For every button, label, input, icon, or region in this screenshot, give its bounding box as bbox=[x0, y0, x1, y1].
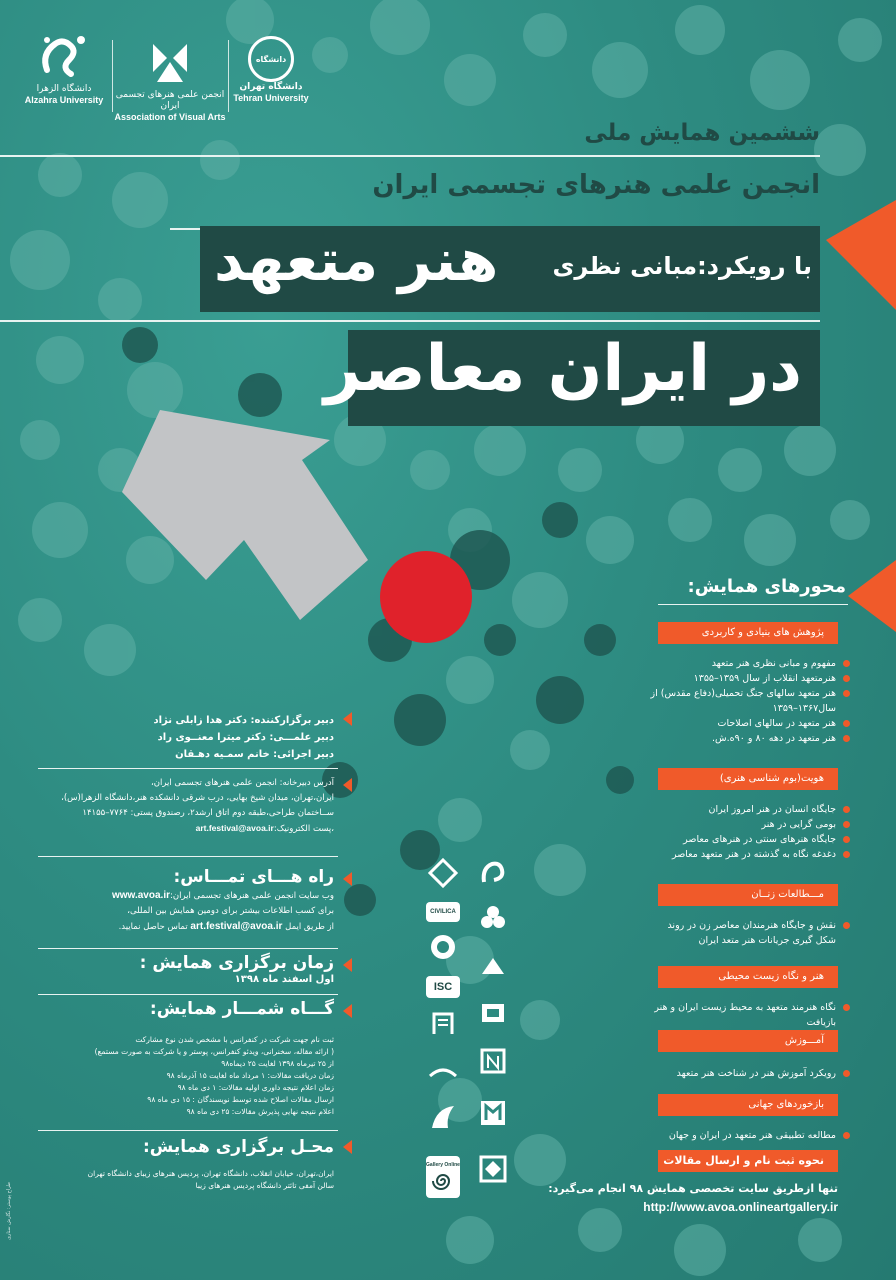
topic-group-items bbox=[650, 1066, 850, 1081]
sponsor-logo bbox=[426, 1006, 460, 1040]
bullet-icon bbox=[843, 675, 850, 682]
venue-line: ایران،تهران، خیابان انقلاب، دانشگاه تهران، پردیس هنرهای زیبای دانشگاه تهران bbox=[87, 1169, 334, 1178]
date-block bbox=[34, 952, 334, 985]
topic-item: نگاه هنرمند متعهد به محیط زیست ایران و هنر بازیافت bbox=[650, 1000, 850, 1030]
topic-item: هنر متعهد در دهه ۸۰ و ۹۰ه.ش. bbox=[650, 731, 850, 746]
pointer-icon bbox=[343, 712, 352, 726]
sponsor-civilica: CIVILICA bbox=[426, 902, 460, 922]
title-line1: ششمین همایش ملی bbox=[584, 120, 820, 146]
topic-item: هنر متعهد سالهای جنگ تحمیلی(دفاع مقدس) از سال۱۳۶۷–۱۳۵۹ bbox=[650, 686, 850, 716]
contact-title: راه هـــای تمـــاس: bbox=[173, 867, 334, 887]
sponsor-logo bbox=[426, 930, 460, 964]
address-email-row bbox=[34, 821, 334, 837]
bullet-icon bbox=[843, 836, 850, 843]
bullet-icon bbox=[843, 1004, 850, 1011]
arrow-shape bbox=[122, 410, 368, 620]
sponsor-logo bbox=[476, 1096, 510, 1130]
register-note: تنها ازطریق سایت تخصصی همایش ۹۸ انجام می‌گیرد: bbox=[548, 1182, 838, 1195]
topic-item: جایگاه هنرهای سنتی در هنرهای معاصر bbox=[650, 832, 850, 847]
contact-website-label: وب سایت انجمن علمی هنرهای تجسمی ایران: bbox=[169, 891, 334, 901]
ava-name-fa: انجمن علمی هنرهای تجسمی ایران bbox=[115, 90, 225, 111]
address-email-link[interactable]: art.festival@avoa.ir bbox=[195, 823, 274, 833]
calendar-title: گـــاه شمـــار همایش: bbox=[149, 999, 334, 1019]
topics-rule bbox=[658, 604, 848, 605]
calendar-line: از ۲۵ تیرماه ۱۳۹۸ لغایت ۲۵ دیماه۹۸ bbox=[221, 1059, 334, 1068]
title-line3-main: هنر متعهد bbox=[214, 226, 499, 294]
tehran-name-fa: دانشگاه تهران bbox=[239, 82, 303, 92]
bullet-icon bbox=[843, 1070, 850, 1077]
title-line3-prefix: با رویکرد:مبانی نظری bbox=[552, 252, 812, 280]
official-line: دبیر اجرائی: خانم سمـیه دهـقان bbox=[175, 749, 334, 760]
title-line3-band bbox=[200, 226, 820, 312]
section-divider bbox=[38, 768, 338, 769]
topic-item: نقش و جایگاه هنرمندان معاصر زن در روند شکل گیری جریانات هنر متعد ایران bbox=[650, 918, 850, 948]
sponsor-logo bbox=[476, 900, 510, 934]
topic-item: دغدغه نگاه به گذشته در هنر متعهد معاصر bbox=[650, 847, 850, 862]
bullet-icon bbox=[843, 660, 850, 667]
contact-website-link[interactable]: www.avoa.ir bbox=[112, 890, 170, 901]
date-value: اول اسفند ماه ۱۳۹۸ bbox=[234, 974, 334, 985]
title-rule bbox=[0, 155, 820, 157]
contact-line: برای کسب اطلاعات بیشتر برای دومین همایش بین المللی، bbox=[127, 906, 334, 916]
title-line4: در ایران معاصر bbox=[323, 332, 802, 406]
bullet-icon bbox=[843, 821, 850, 828]
sponsor-logo bbox=[426, 856, 460, 890]
register-link[interactable]: نحوه ثبت نام و ارسال مقالات bbox=[658, 1150, 838, 1172]
ava-emblem-icon bbox=[145, 36, 195, 86]
topic-group-label: هویت(بوم شناسی هنری) bbox=[658, 768, 838, 790]
topic-group-items bbox=[650, 656, 850, 746]
register-url-link[interactable]: http://www.avoa.onlineartgallery.ir bbox=[643, 1200, 838, 1214]
topic-item: مفهوم و مبانی نظری هنر متعهد bbox=[650, 656, 850, 671]
pointer-icon bbox=[343, 1140, 352, 1154]
bullet-icon bbox=[843, 720, 850, 727]
title-line1-box bbox=[584, 118, 820, 158]
calendar-line: ارسال مقالات اصلاح شده توسط نویسندگان : ۱۵ دی ماه ۹۸ bbox=[147, 1095, 334, 1104]
topic-group-label: پژوهش های بنیادی و کاربردی bbox=[658, 622, 838, 644]
bullet-icon bbox=[843, 735, 850, 742]
calendar-line: زمان دریافت مقالات: ۱ مرداد ماه لغایت ۱۵ آذرماه ۹۸ bbox=[166, 1071, 334, 1080]
topic-group-label: مـــطالعات زنــان bbox=[658, 884, 838, 906]
contact-block bbox=[34, 866, 334, 935]
contact-email-row: از طریق ایمل art.festival@avoa.ir تماس حاصل نمایید. bbox=[118, 921, 334, 932]
topic-group-label: هنر و نگاه زیست محیطی bbox=[658, 966, 838, 988]
topic-item: هنرمتعهد انقلاب از سال ۱۳۵۹–۱۳۵۵ bbox=[650, 671, 850, 686]
topic-group-items bbox=[650, 918, 850, 948]
section-divider bbox=[38, 856, 338, 857]
red-circle bbox=[380, 551, 472, 643]
section-divider bbox=[38, 1130, 338, 1131]
pointer-icon bbox=[343, 872, 352, 886]
alzahra-name-fa: دانشگاه الزهرا bbox=[36, 84, 92, 94]
bullet-icon bbox=[843, 922, 850, 929]
topic-group-items bbox=[650, 1128, 850, 1143]
sponsor-logo bbox=[476, 856, 510, 890]
sponsor-logo bbox=[476, 1044, 510, 1078]
title-rule bbox=[0, 320, 820, 322]
sponsor-logo bbox=[476, 950, 510, 984]
tehran-name-en: Tehran University bbox=[233, 93, 309, 103]
sponsor-gallery-online: Gallery Online bbox=[426, 1156, 460, 1198]
venue-line: سالن آمفی تائتر دانشگاه پردیس هنرهای زیبا bbox=[195, 1181, 334, 1190]
official-line: دبیر علمـــی: دکتر میترا معنــوی راد bbox=[157, 732, 334, 743]
topic-group-items bbox=[650, 802, 850, 862]
sponsor-logo bbox=[426, 1060, 460, 1084]
calendar-block bbox=[34, 998, 334, 1118]
address-line: ایران،تهران، میدان شیخ بهایی، درب شرقی دانشکده هنر،دانشگاه الزهرا(س)، bbox=[61, 793, 334, 803]
topic-item: مطالعه تطبیقی هنر متعهد در ایران و جهان bbox=[650, 1128, 850, 1143]
sponsor-logo bbox=[476, 996, 510, 1030]
officials-list bbox=[153, 712, 334, 763]
topic-group-items bbox=[650, 1000, 850, 1030]
section-divider bbox=[38, 948, 338, 949]
pointer-icon bbox=[343, 958, 352, 972]
calendar-line: اعلام نتیجه نهایی پذیرش مقالات: ۲۵ دی ماه ۹۸ bbox=[186, 1107, 334, 1116]
topics-heading: محورهای همایش: bbox=[687, 576, 846, 597]
spiral-icon bbox=[431, 1169, 455, 1193]
contact-website-row bbox=[34, 888, 334, 904]
topic-item: رویکرد آموزش هنر در شناخت هنر متعهد bbox=[650, 1066, 850, 1081]
topic-group-label: آمـــوزش bbox=[658, 1030, 838, 1052]
contact-email-link[interactable]: art.festival@avoa.ir bbox=[190, 921, 283, 932]
ava-name-en: Association of Visual Arts bbox=[114, 112, 226, 122]
address-line: ســاختمان طراحی،طبقه دوم اتاق ارشد۲، رصندوق پستی: ۷۷۶۴–۱۴۱۵۵ bbox=[82, 808, 334, 818]
sponsor-isc: ISC bbox=[426, 976, 460, 998]
ava-logo bbox=[114, 36, 226, 123]
title-line4-band bbox=[323, 330, 820, 426]
topic-item: هنر متعهد در سالهای اصلاحات bbox=[650, 716, 850, 731]
designer-credit: طراح پوستر: نگارش ستاری bbox=[6, 1182, 12, 1240]
sponsor-logo bbox=[426, 1100, 460, 1134]
bullet-icon bbox=[843, 1132, 850, 1139]
logo-divider bbox=[112, 40, 113, 112]
bullet-icon bbox=[843, 806, 850, 813]
title-line2: انجمن علمی هنرهای تجسمی ایران bbox=[372, 170, 820, 200]
alzahra-logo bbox=[22, 30, 106, 106]
address-email-label: ،پست الکترونیک: bbox=[273, 824, 334, 834]
topic-group-label: بازخوردهای جهانی bbox=[658, 1094, 838, 1116]
topic-item: جایگاه انسان در هنر امروز ایران bbox=[650, 802, 850, 817]
calendar-line: ثبت نام جهت شرکت در کنفرانس با مشخص شدن نوع مشارکت bbox=[135, 1035, 334, 1044]
date-title: زمان برگزاری همایش : bbox=[139, 953, 334, 973]
address-block bbox=[34, 776, 334, 837]
tehran-logo bbox=[230, 36, 312, 104]
alzahra-name-en: Alzahra University bbox=[24, 95, 104, 105]
official-line: دبیر برگزارکننده: دکتر هدا زابلی نژاد bbox=[153, 715, 334, 726]
section-divider bbox=[38, 994, 338, 995]
venue-title: محـل برگزاری همایش: bbox=[143, 1137, 334, 1157]
bullet-icon bbox=[843, 851, 850, 858]
address-line: آدرس دبیرخانه: انجمن علمی هنرهای تجسمی ایران، bbox=[150, 778, 334, 788]
calendar-line: ( ارائه مقاله، سخنرانی، ویدئو کنفرانس، پوستر و یا شرکت به صورت مستمع) bbox=[94, 1047, 334, 1056]
calendar-line: زمان اعلام نتیجه داوری اولیه مقالات: ۱ دی ماه ۹۸ bbox=[177, 1083, 334, 1092]
bullet-icon bbox=[843, 690, 850, 697]
sponsor-logo bbox=[476, 1152, 510, 1186]
logo-divider bbox=[228, 40, 229, 112]
alzahra-emblem-icon bbox=[37, 30, 91, 80]
pointer-icon bbox=[343, 778, 352, 792]
pointer-icon bbox=[343, 1004, 352, 1018]
topic-item: بومی گرایی در هنر bbox=[650, 817, 850, 832]
venue-block bbox=[34, 1136, 334, 1192]
tehran-seal-icon: دانشگاه bbox=[248, 36, 294, 82]
